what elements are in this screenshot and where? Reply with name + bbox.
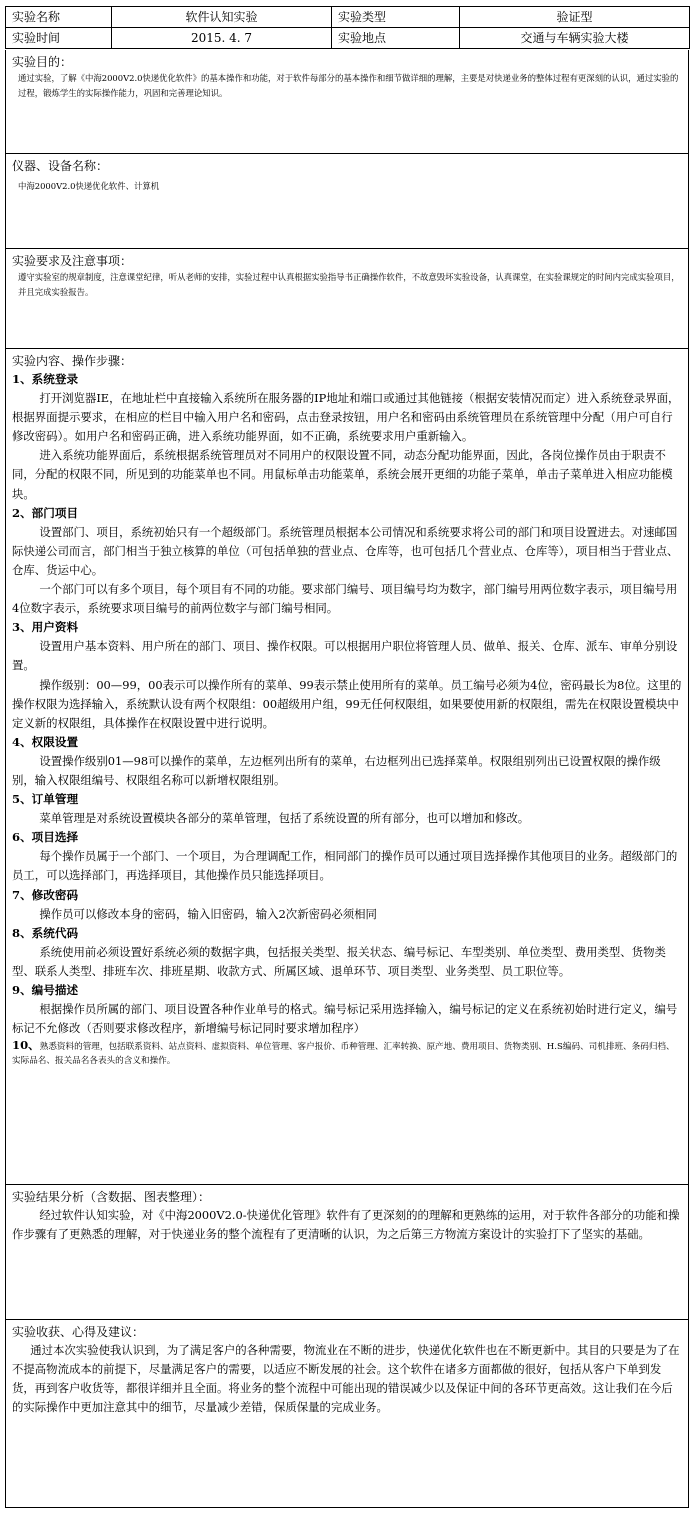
equipment-section [5,154,689,249]
step-10-number: 10、 [12,1038,40,1053]
step-3-heading: 3、用户资料 [12,620,79,635]
step-1-paragraph-2: 进入系统功能界面后，系统根据系统管理员对不同用户的权限设置不同，动态分配功能界面，因此，各岗位操作员由于职责不同，分配的权限不同，所见到的功能菜单也不同。用鼠标单击功能菜单，系统会展开更细的功能子菜单，单击子菜单进入相应功能模块。 [12,448,673,501]
step-1-heading: 1、系统登录 [12,372,79,386]
step-5-heading: 5、订单管理 [12,792,79,807]
step-8-paragraph-1: 系统使用前必须设置好系统必须的数据字典，包括报关类型、报关状态、编号标记、车型类别、单位类型、费用类型、货物类型、联系人类型、排班车次、排班星期、收款方式、所属区域、退单环节、项目类型、业务类型、员工职位等。 [12,944,666,978]
step-8-heading: 8、系统代码 [12,925,79,940]
harvest-section [5,1320,689,1508]
step-5-paragraph-1: 菜单管理是对系统设置模块各部分的菜单管理，包括了系统设置的所有部分，也可以增加和修改。 [39,811,530,826]
experiment-type-label: 实验类型 [332,7,460,28]
step-2-heading: 2、部门项目 [12,505,79,520]
header-row-name [6,7,690,28]
content-section [5,349,689,1185]
purpose-title: 实验目的： [12,55,73,69]
experiment-time-value: 2015. 4. 7 [112,28,332,49]
equipment-text: 中海2000V2.0快递优化软件、计算机 [18,181,160,191]
harvest-text: 通过本次实验使我认识到，为了满足客户的各种需要，物流业在不断的进步，快递优化软件也在不断更新中。其目的只要是为了在不提高物流成本的前提下，尽量满足客户的需要，以适应不断发展的社会。这个软件在诸多方面都做的很好，包括从客户下单到发货，再到客户收货等，都很详细并且全面。将业务的整个流程中可能出现的错误减少以及保证中间的各环节更高效。这让我们在今后的实际操作中更加注意其中的细节，尽量减少差错，保质保量的完成业务。 [12,1343,680,1415]
experiment-time-label: 实验时间 [6,28,112,49]
step-7-heading: 7、修改密码 [12,887,79,902]
harvest-title: 实验收获、心得及建议： [12,1325,145,1339]
step-10-paragraph [12,1038,682,1068]
analysis-title: 实验结果分析（含数据、图表整理）： [12,1190,211,1204]
step-1-paragraph-1: 打开浏览器IE，在地址栏中直接输入系统所在服务器的IP地址和端口或通过其他链接（根据安装情况而定）进入系统登录界面，根据界面提示要求，在相应的栏目中输入用户名和密码，点击登录按钮，用户名和密码由系统管理员在系统管理中分配（用户可自行修改密码）。如用户名和密码正确，进入系统功能界面，如不正确，系统要求用户重新输入。 [12,391,680,444]
requirements-title: 实验要求及注意事项： [12,254,133,268]
experiment-place-value: 交通与车辆实验大楼 [460,28,690,49]
step-3-paragraph-2: 操作级别：00—99，00表示可以操作所有的菜单、99表示禁止使用所有的菜单。员工编号必须为4位，密码最长为8位。这里的操作权限为选择输入，系统默认设有两个权限组：00超级用户组，99无任何权限组，如果要使用新的权限组，需先在权限设置模块中定义新的权限组，具体操作在权限设置中进行说明。 [12,677,682,730]
step-6-paragraph-1: 每个操作员属于一个部门、一个项目，为合理调配工作，相同部门的操作员可以通过项目选择操作其他项目的业务。超级部门的员工，可以选择部门，再选择项目，其他操作员只能选择项目。 [12,849,678,883]
purpose-text: 通过实验，了解《中海2000V2.0快递优化软件》的基本操作和功能，对于软件每部分的基本操作和细节做详细的理解，主要是对快递业务的整体过程有更深刻的认识，通过实验的过程，锻炼学生的实际操作能力，巩固和完善理论知识。 [18,73,679,98]
step-2-paragraph-2: 一个部门可以有多个项目，每个项目有不同的功能。要求部门编号、项目编号均为数字，部门编号用两位数字表示，项目编号用4位数字表示，系统要求项目编号的前两位数字与部门编号相同。 [12,582,678,616]
analysis-section [5,1185,689,1320]
step-2-paragraph-1: 设置部门、项目，系统初始只有一个超级部门。系统管理员根据本公司情况和系统要求将公司的部门和项目设置进去。对速邮国际快递公司而言，部门相当于独立核算的单位（可包括单独的营业点、仓库等，也可包括几个营业点、仓库等），项目相当于营业点、仓库、货运中心。 [12,524,679,577]
requirements-text: 遵守实验室的规章制度，注意课堂纪律，听从老师的安排，实验过程中认真根据实验指导书正确操作软件，不故意毁坏实验设备，认真课堂，在实验课规定的时间内完成实验项目，并且完成实验报告。 [18,272,680,297]
equipment-title: 仪器、设备名称： [12,159,109,173]
content-title: 实验内容、操作步骤： [12,354,133,368]
report-header-table [5,6,690,49]
requirements-section [5,249,689,349]
analysis-text: 经过软件认知实验，对《中海2000V2.0-快递优化管理》软件有了更深刻的的理解和更熟练的运用，对于软件各部分的功能和操作步骤有了更熟悉的理解，对于快递业务的整个流程有了更清晰的认识，为之后第三方物流方案设计的实验打下了坚实的基础。 [12,1208,680,1242]
experiment-place-label: 实验地点 [332,28,460,49]
purpose-section [5,50,689,154]
experiment-type-value: 验证型 [460,7,690,28]
step-9-heading: 9、编号描述 [12,983,79,997]
step-6-heading: 6、项目选择 [12,830,79,845]
step-4-heading: 4、权限设置 [12,734,79,749]
step-9-paragraph-1: 根据操作员所属的部门、项目设置各种作业单号的格式。编号标记采用选择输入，编号标记的定义在系统初始时进行定义，编号标记不允修改（否则要求修改程序，新增编号标记同时要求增加程序） [12,1002,678,1036]
step-3-paragraph-1: 设置用户基本资料、用户所在的部门、项目、操作权限。可以根据用户职位将管理人员、做单、报关、仓库、派车、审单分别设置。 [12,639,678,673]
step-7-paragraph-1: 操作员可以修改本身的密码，输入旧密码，输入2次新密码必须相同 [39,906,377,921]
step-4-paragraph-1: 设置操作级别01—98可以操作的菜单，左边框列出所有的菜单，右边框列出已选择菜单。权限组别列出已设置权限的操作级别，输入权限组编号、权限组名称可以新增权限组别。 [12,753,661,787]
experiment-name-value: 软件认知实验 [112,7,332,28]
header-row-time [6,28,690,49]
step-10-text: 熟悉资料的管理，包括联系资料、站点资料、虚拟资料、单位管理、客户报价、币种管理、汇率转换、原产地、费用项目、货物类别、H.S编码、司机排班、条码归档、实际品名、报关品名各表头的含义和操作。 [12,1042,675,1067]
experiment-name-label: 实验名称 [6,7,112,28]
